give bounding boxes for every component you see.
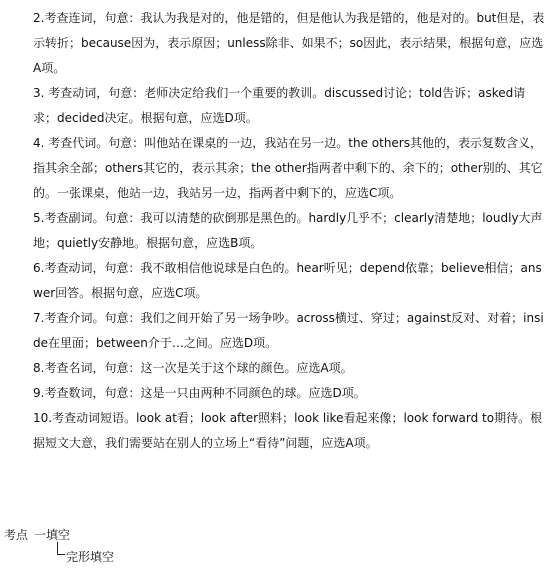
explanation-item-6: 6.考查动词，句意：我不敢相信他说球是白色的。hear听见；depend依靠；believe相信；answer回答。根据句意，应选C项。 (33, 261, 542, 300)
explanation-item-4: 4. 考查代词。句意：叫他站在课桌的一边，我站在另一边。the others其他的，表示复数含义，指其余全部；others其它的，表示其余；the other指两者中剩下的、余下的；other别的、其它的。一张课桌，他站一边，我站另一边，指两者中剩下的，应选C项。 (33, 136, 543, 200)
knowledge-point-label: 考点 (4, 528, 29, 542)
tree-connector-icon (57, 542, 65, 555)
knowledge-point-sub: 完形填空 (66, 550, 115, 564)
explanation-item-7: 7.考查介词。句意：我们之间开始了另一场争吵。across横过、穿过；against反对、对着；inside在里面；between介于…之间。应选D项。 (33, 311, 544, 350)
explanation-item-10: 10.考查动词短语。look at看；look after照料；look like看起来像；look forward to期待。根据短文大意，我们需要站在别人的立场上“看待”问题，应选A项。 (33, 411, 543, 450)
explanation-item-2: 2.考查连词，句意：我认为我是对的，他是错的，但是他认为我是错的，他是对的。but但是，表示转折；because因为，表示原因；unless除非、如果不；so因此，表示结果，根据句意，应选A项。 (33, 11, 545, 75)
explanation-item-5: 5.考查副词。句意：我可以清楚的砍倒那是黑色的。hardly几乎不；clearly清楚地；loudly大声地；quietly安静地。根据句意，应选B项。 (33, 211, 543, 250)
explanation-item-9: 9.考查数词，句意：这是一只由两种不同颜色的球。应选D项。 (33, 386, 366, 400)
explanation-item-3: 3. 考查动词，句意：老师决定给我们一个重要的教训。discussed讨论；told告诉；asked请求；decided决定。根据句意，应选D项。 (33, 86, 526, 125)
knowledge-point-main: 一填空 (34, 528, 71, 542)
explanation-item-8: 8.考查名词，句意：这一次是关于这个球的颜色。应选A项。 (33, 361, 353, 375)
